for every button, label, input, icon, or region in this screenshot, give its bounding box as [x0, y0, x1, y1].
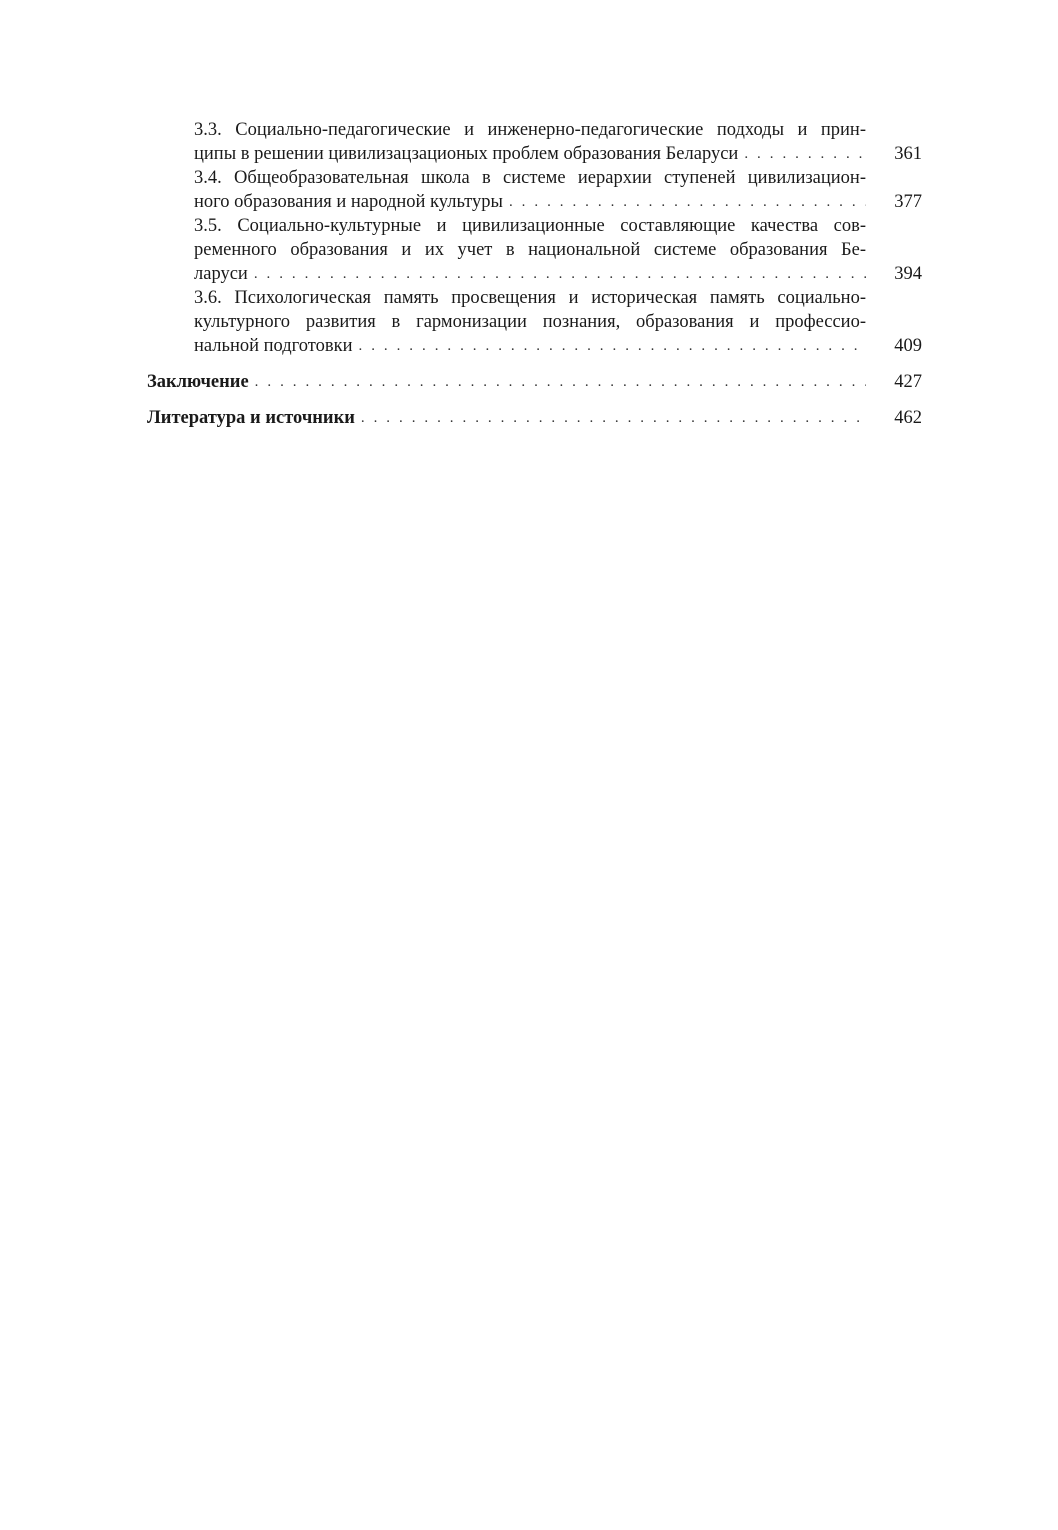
table-of-contents: [147, 118, 922, 430]
dot-leader: [254, 262, 866, 286]
toc-entry-line-last: [194, 190, 866, 214]
toc-page-number: 409: [894, 336, 922, 356]
toc-page-number: 377: [894, 192, 922, 212]
dot-leader: [359, 334, 867, 358]
toc-entry-line: Заключение: [147, 372, 249, 392]
toc-entry-line: культурного развития в гармонизации познания, образования и профессио-: [194, 312, 866, 332]
toc-page-number: 427: [894, 372, 922, 392]
toc-entry-line: 3.6. Психологическая память просвещения и историческая память социально-: [194, 288, 866, 308]
toc-page-number: 361: [894, 144, 922, 164]
toc-entry-line-last: [194, 334, 866, 358]
toc-entry-3-5[interactable]: [147, 214, 922, 286]
toc-entry-title: [147, 370, 866, 394]
toc-entry-line: нальной подготовки: [194, 336, 353, 356]
toc-entry-line-last: [194, 142, 866, 166]
toc-entry-literature[interactable]: [147, 406, 922, 430]
toc-entry-line: ципы в решении цивилизацзационых проблем образования Беларуси: [194, 144, 739, 164]
toc-page-number: 394: [894, 264, 922, 284]
toc-entry-line-last: [147, 370, 866, 394]
toc-entry-title: [194, 166, 866, 214]
toc-entry-line: ларуси: [194, 264, 248, 284]
toc-page-number: 462: [894, 408, 922, 428]
toc-entry-title: [194, 214, 866, 286]
toc-entry-line-last: [194, 262, 866, 286]
toc-entry-line: 3.5. Социально-культурные и цивилизационные составляющие качества сов-: [194, 216, 866, 236]
toc-entry-line: 3.4. Общеобразовательная школа в системе иерархии ступеней цивилизацион-: [194, 168, 866, 188]
dot-leader: [509, 190, 866, 214]
dot-leader: [361, 406, 866, 430]
toc-entry-line: 3.3. Социально-педагогические и инженерно-педагогические подходы и прин-: [194, 120, 866, 140]
toc-entry-title: [194, 118, 866, 166]
toc-entry-line: ременного образования и их учет в национальной системе образования Бе-: [194, 240, 866, 260]
toc-entry-3-6[interactable]: [147, 286, 922, 358]
toc-entry-title: [147, 406, 866, 430]
toc-entry-line: Литература и источники: [147, 408, 355, 428]
dot-leader: [744, 142, 866, 166]
toc-entry-conclusion[interactable]: [147, 370, 922, 394]
dot-leader: [255, 370, 866, 394]
toc-entry-3-3[interactable]: [147, 118, 922, 166]
toc-entry-title: [194, 286, 866, 358]
toc-entry-line-last: [147, 406, 866, 430]
toc-entry-line: ного образования и народной культуры: [194, 192, 503, 212]
toc-entry-3-4[interactable]: [147, 166, 922, 214]
